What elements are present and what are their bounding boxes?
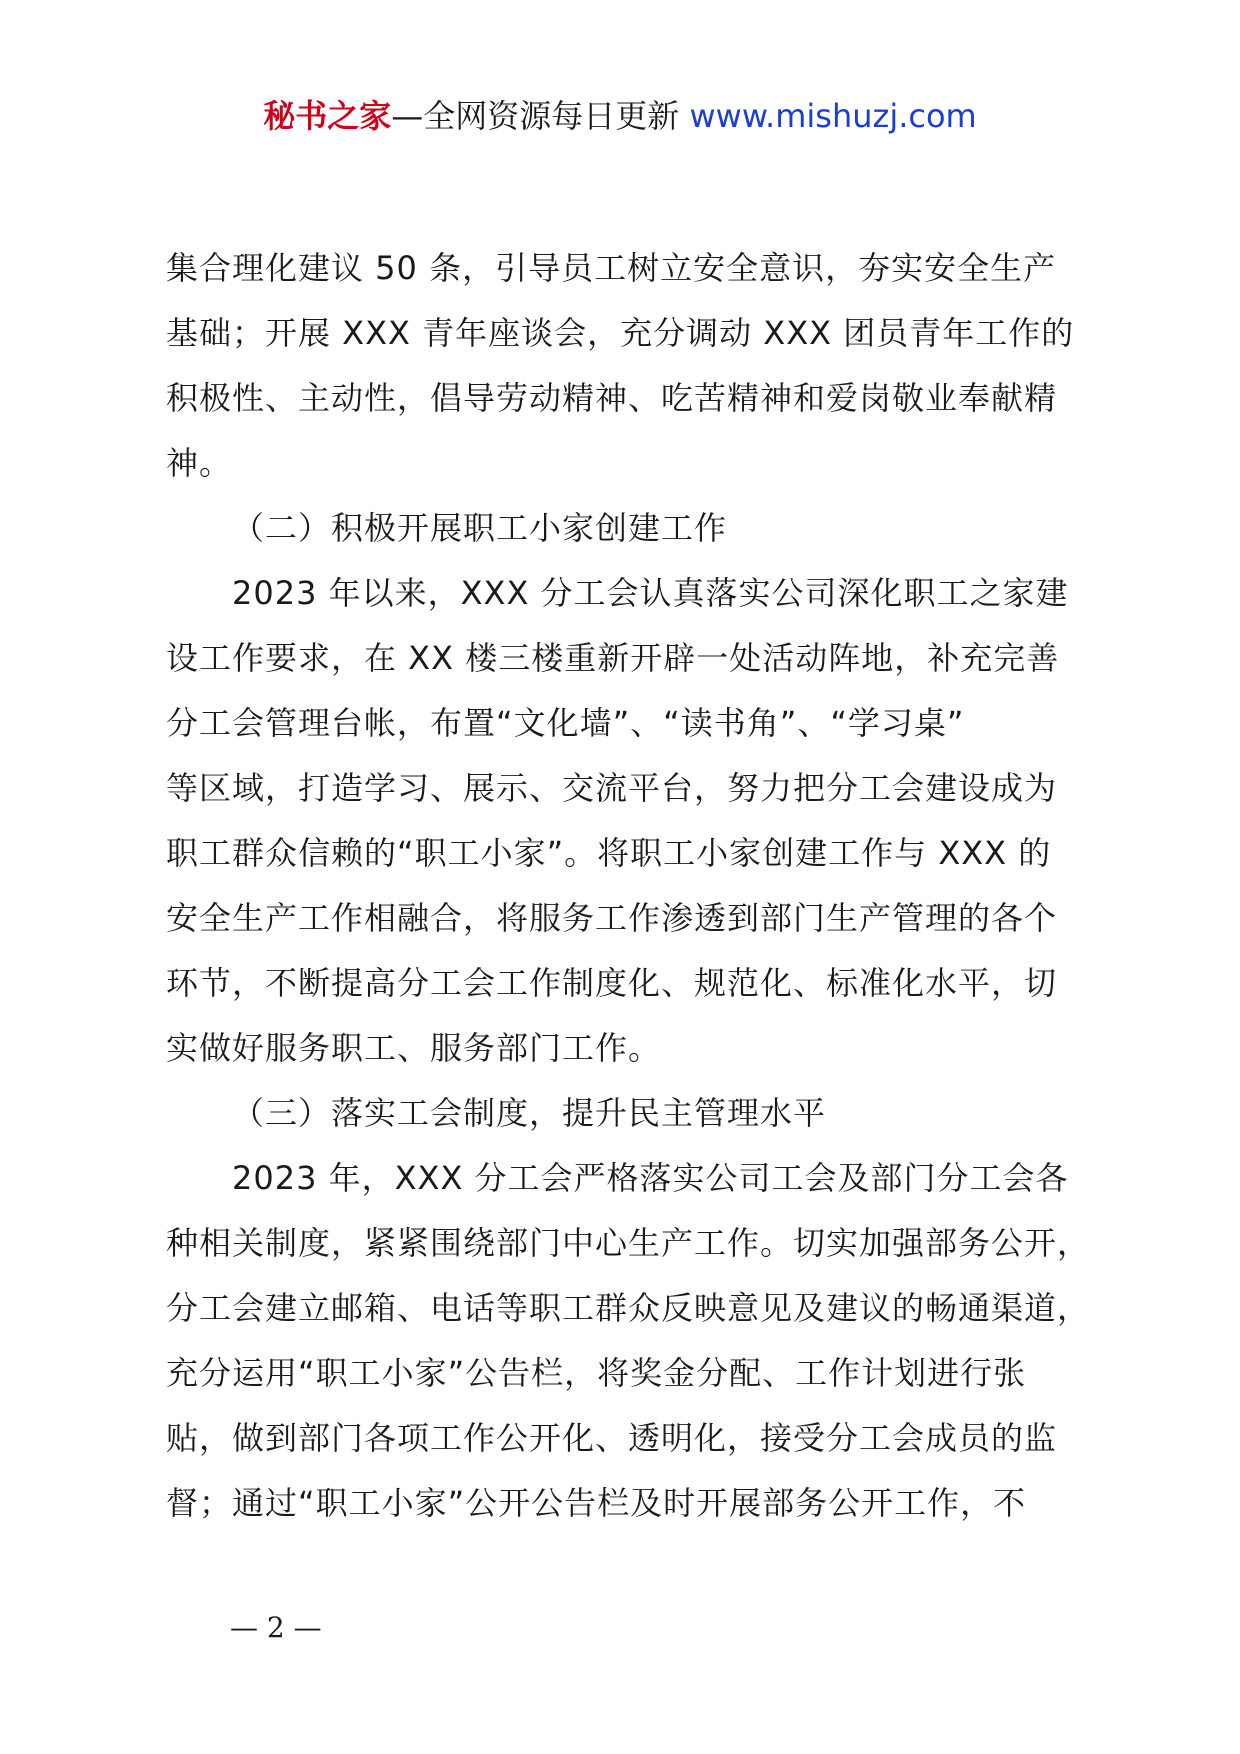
body-line: 分工会管理台帐，布置“文化墙”、“读书角”、“学习桌” [166,704,965,742]
body-line: 安全生产工作相融合，将服务工作渗透到部门生产管理的各个 [166,899,1058,937]
brand-name: 秘书之家 [263,97,392,135]
body-line: 2023 年以来，XXX 分工会认真落实公司深化职工之家建 [232,574,1069,612]
body-line: 积极性、主动性，倡导劳动精神、吃苦精神和爱岗敬业奉献精 [166,379,1058,417]
body-line: 2023 年，XXX 分工会严格落实公司工会及部门分工会各 [232,1159,1069,1197]
header-tagline: —全网资源每日更新 [391,97,690,135]
body-line: 神。 [166,444,233,482]
document-header [0,96,1240,136]
body-line: 实做好服务职工、服务部门工作。 [166,1029,662,1067]
website-link[interactable]: www.mishuzj.com [689,97,977,135]
body-line: 环节，不断提高分工会工作制度化、规范化、标准化水平，切 [166,964,1058,1002]
page-number: — 2 — [230,1611,322,1644]
body-line: 设工作要求，在 XX 楼三楼重新开辟一处活动阵地，补充完善 [166,639,1060,677]
body-line: 分工会建立邮箱、电话等职工群众反映意见及建议的畅通渠道， [166,1289,1091,1327]
body-line: 种相关制度，紧紧围绕部门中心生产工作。切实加强部务公开， [166,1224,1091,1262]
body-line: 等区域，打造学习、展示、交流平台，努力把分工会建设成为 [166,769,1058,807]
body-line: 贴，做到部门各项工作公开化、透明化，接受分工会成员的监 [166,1419,1058,1457]
body-line: 集合理化建议 50 条，引导员工树立安全意识，夯实安全生产 [166,249,1057,287]
body-line: 督；通过“职工小家”公开公告栏及时开展部务公开工作，不 [166,1484,1027,1522]
document-body [166,236,1116,1536]
section-heading: （二）积极开展职工小家创建工作 [232,509,728,547]
body-line: 充分运用“职工小家”公告栏，将奖金分配、工作计划进行张 [166,1354,1027,1392]
section-heading: （三）落实工会制度，提升民主管理水平 [232,1094,827,1132]
body-line: 基础；开展 XXX 青年座谈会，充分调动 XXX 团员青年工作的 [166,314,1075,352]
body-line: 职工群众信赖的“职工小家”。将职工小家创建工作与 XXX 的 [166,834,1052,872]
